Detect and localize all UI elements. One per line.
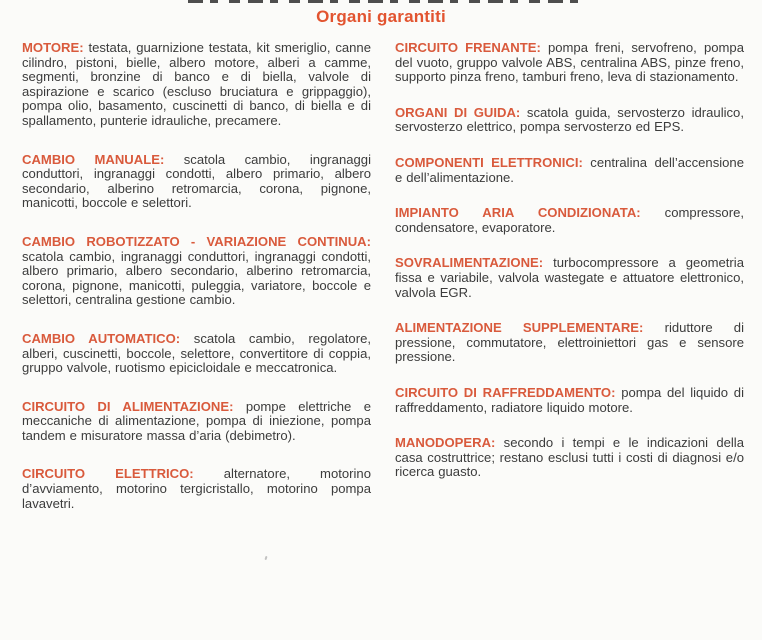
section-heading: CAMBIO ROBOTIZZATO - VARIAZIONE CONTINUA: bbox=[22, 233, 371, 249]
section-cambio-robotizzato bbox=[22, 235, 371, 308]
scan-artifact bbox=[264, 556, 267, 560]
section-body: centralina dell’accensione e dell’alimentazione. bbox=[395, 154, 744, 185]
section-body: scatola cambio, ingranaggi conduttori, ingranaggi condotti, albero primario, albero secondario, alberino retromarcia, corona, pignone, manicotti, boccole e selettori. bbox=[22, 151, 371, 211]
page-title: Organi garantiti bbox=[316, 7, 446, 26]
section-heading: CAMBIO AUTOMATICO: bbox=[22, 330, 181, 346]
section-body: pompe elettriche e meccaniche di alimentazione, pompa di iniezione, pompa tandem e misuratore massa d’aria (debimetro). bbox=[22, 398, 371, 443]
section-circuito-elettrico bbox=[22, 467, 371, 511]
section-motore bbox=[22, 41, 371, 129]
section-body: turbocompressore a geometria fissa e variabile, valvola wastegate e attuatore elettronico, valvola EGR. bbox=[395, 255, 744, 300]
section-body: alternatore, motorino d’avviamento, motorino tergicristallo, motorino pompa lavavetri. bbox=[22, 466, 371, 511]
section-cambio-manuale bbox=[22, 153, 371, 211]
section-heading: ALIMENTAZIONE SUPPLEMENTARE: bbox=[395, 320, 644, 336]
section-cambio-automatico bbox=[22, 332, 371, 376]
section-heading: CIRCUITO DI ALIMENTAZIONE: bbox=[22, 398, 234, 414]
section-manodopera bbox=[395, 436, 744, 480]
two-column-layout bbox=[0, 27, 762, 535]
section-heading: CAMBIO MANUALE: bbox=[22, 151, 165, 167]
section-body: pompa del liquido di raffreddamento, radiatore liquido motore. bbox=[395, 384, 744, 415]
column-right bbox=[395, 41, 744, 535]
section-body: testata, guarnizione testata, kit smeriglio, canne cilindro, pistoni, bielle, albero motore, alberi a camme, segmenti, bronzine di banco e di biella, valvole di aspirazione e scarico (escluso bruciatura e grippaggio), pompa olio, basamento, cuscinetti di banco, di biella e di spallamento, punterie idrauliche, precamere. bbox=[22, 40, 371, 128]
cropped-text-top bbox=[188, 0, 578, 3]
section-sovralimentazione bbox=[395, 256, 744, 300]
section-heading: CIRCUITO DI RAFFREDDAMENTO: bbox=[395, 384, 616, 400]
section-heading: COMPONENTI ELETTRONICI: bbox=[395, 154, 583, 170]
section-body: scatola guida, servosterzo idraulico, servosterzo elettrico, pompa servosterzo ed EPS. bbox=[395, 104, 744, 135]
section-heading: MANODOPERA: bbox=[395, 435, 496, 451]
section-circuito-alimentazione bbox=[22, 400, 371, 444]
section-heading: CIRCUITO FRENANTE: bbox=[395, 40, 541, 55]
section-impianto-aria-condizionata bbox=[395, 206, 744, 235]
section-organi-di-guida bbox=[395, 106, 744, 135]
section-body: scatola cambio, ingranaggi conduttori, ingranaggi condotti, albero primario, albero secondario, alberino retromarcia, corona, pignone, manicotti, puleggia, variatore, boccole e selettori, centralina gestione cambio. bbox=[22, 248, 371, 308]
section-heading: CIRCUITO ELETTRICO: bbox=[22, 466, 194, 482]
section-alimentazione-supplementare bbox=[395, 321, 744, 365]
section-componenti-elettronici bbox=[395, 156, 744, 185]
section-circuito-raffreddamento bbox=[395, 386, 744, 415]
section-heading: SOVRALIMENTAZIONE: bbox=[395, 255, 544, 271]
section-heading: IMPIANTO ARIA CONDIZIONATA: bbox=[395, 205, 641, 221]
section-body: riduttore di pressione, commutatore, elettroiniettori gas e sensore pressione. bbox=[395, 320, 744, 365]
column-left bbox=[22, 41, 371, 535]
section-body: compressore, condensatore, evaporatore. bbox=[395, 205, 744, 235]
section-body: scatola cambio, regolatore, alberi, cuscinetti, boccole, selettore, convertitore di coppia, gruppo valvole, ruotismo epicicloidale e meccatronica. bbox=[22, 330, 371, 376]
section-heading: ORGANI DI GUIDA: bbox=[395, 104, 521, 120]
section-body: pompa freni, servofreno, pompa del vuoto, gruppo valvole ABS, centralina ABS, pinze freno, supporto pinza freno, tamburi freno, leva di stazionamento. bbox=[395, 40, 744, 85]
section-circuito-frenante bbox=[395, 41, 744, 85]
section-body: secondo i tempi e le indicazioni della casa costruttrice; restano esclusi tutti i costi di diagnosi e/o ricerca guasto. bbox=[395, 435, 744, 480]
section-heading: MOTORE: bbox=[22, 40, 84, 55]
